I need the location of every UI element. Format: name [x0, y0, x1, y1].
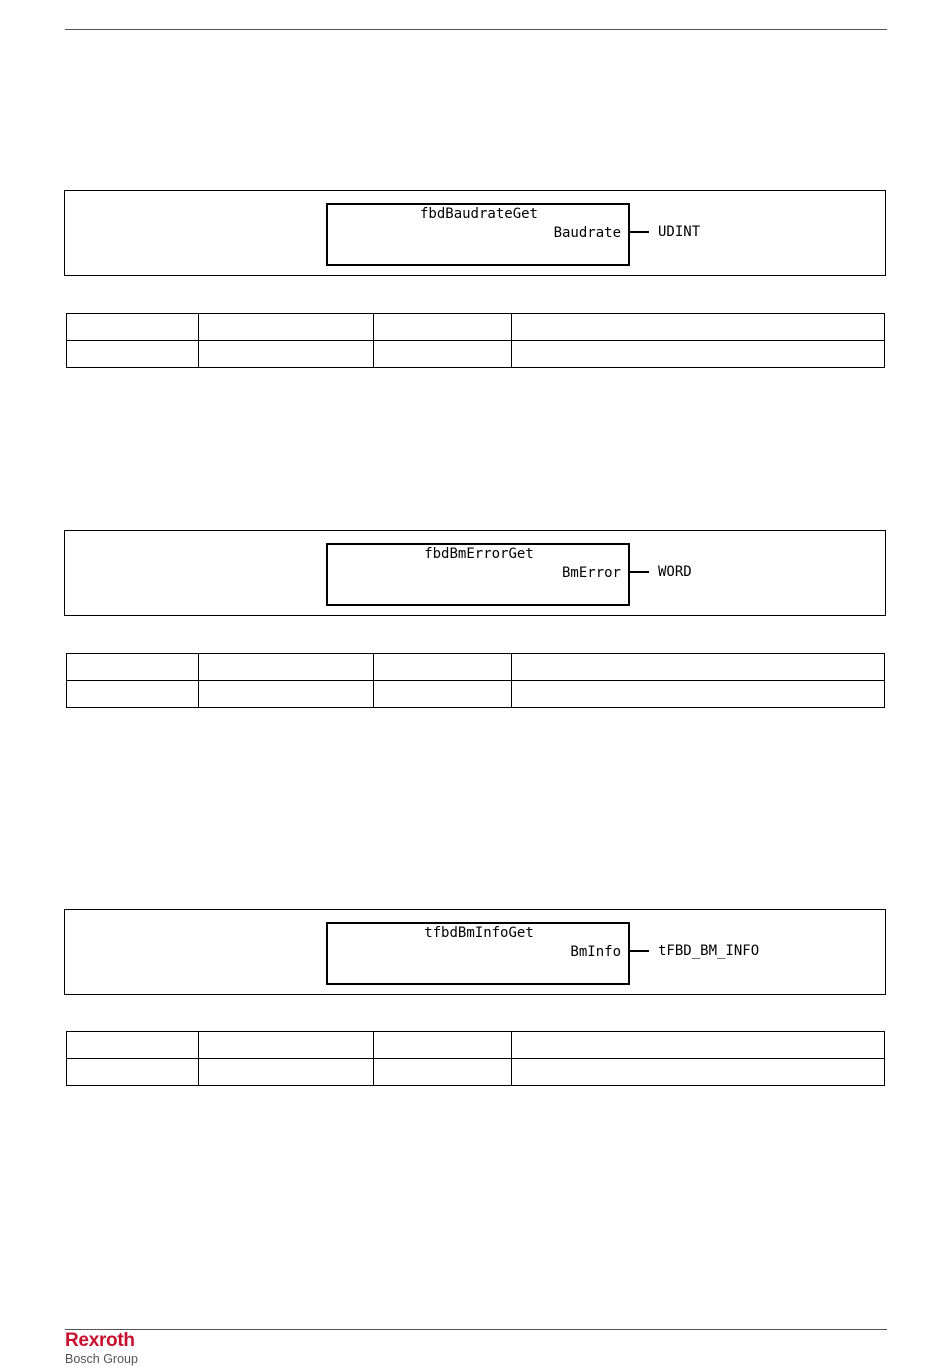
- output-connector: [630, 231, 649, 233]
- output-pin-label: BmInfo: [570, 944, 621, 960]
- output-type: UDINT: [658, 224, 701, 240]
- table-cell: [67, 654, 199, 681]
- table-cell: [67, 1032, 199, 1059]
- table-cell: [374, 341, 512, 368]
- table-cell: [512, 314, 885, 341]
- footer-rule: [65, 1329, 887, 1330]
- output-pin-label: BmError: [561, 565, 621, 581]
- output-type: tFBD_BM_INFO: [658, 943, 760, 959]
- function-block-name: fbdBaudrateGet: [419, 206, 538, 222]
- table-cell: [199, 341, 374, 368]
- function-block-diagram: [64, 190, 886, 276]
- brand-group: Bosch Group: [65, 1352, 138, 1366]
- table-cell: [374, 1059, 512, 1086]
- output-type: WORD: [658, 564, 692, 580]
- function-block: [326, 922, 630, 985]
- output-connector: [630, 950, 649, 952]
- table-cell: [512, 341, 885, 368]
- function-block: [326, 543, 630, 606]
- table-cell: [512, 1032, 885, 1059]
- parameter-table: [66, 1031, 885, 1086]
- rexroth-logo: [65, 1330, 138, 1366]
- table-row: [67, 1032, 885, 1059]
- table-cell: [199, 654, 374, 681]
- table-cell: [199, 314, 374, 341]
- function-block: [326, 203, 630, 266]
- table-cell: [199, 1032, 374, 1059]
- table-row: [67, 681, 885, 708]
- table-row: [67, 341, 885, 368]
- parameter-table: [66, 313, 885, 368]
- table-cell: [374, 314, 512, 341]
- table-cell: [67, 681, 199, 708]
- table-row: [67, 654, 885, 681]
- table-cell: [199, 681, 374, 708]
- brand-name: Rexroth: [65, 1330, 135, 1351]
- table-row: [67, 314, 885, 341]
- table-cell: [374, 654, 512, 681]
- function-block-diagram: [64, 909, 886, 995]
- table-cell: [67, 341, 199, 368]
- table-cell: [67, 314, 199, 341]
- function-block-name: fbdBmErrorGet: [424, 546, 534, 562]
- function-block-name: tfbdBmInfoGet: [424, 925, 534, 941]
- output-pin-label: Baudrate: [553, 225, 621, 241]
- table-cell: [512, 1059, 885, 1086]
- header-rule: [65, 29, 887, 30]
- parameter-table: [66, 653, 885, 708]
- table-cell: [67, 1059, 199, 1086]
- table-cell: [512, 654, 885, 681]
- table-cell: [374, 681, 512, 708]
- function-block-diagram: [64, 530, 886, 616]
- table-cell: [512, 681, 885, 708]
- table-cell: [374, 1032, 512, 1059]
- table-cell: [199, 1059, 374, 1086]
- table-row: [67, 1059, 885, 1086]
- output-connector: [630, 571, 649, 573]
